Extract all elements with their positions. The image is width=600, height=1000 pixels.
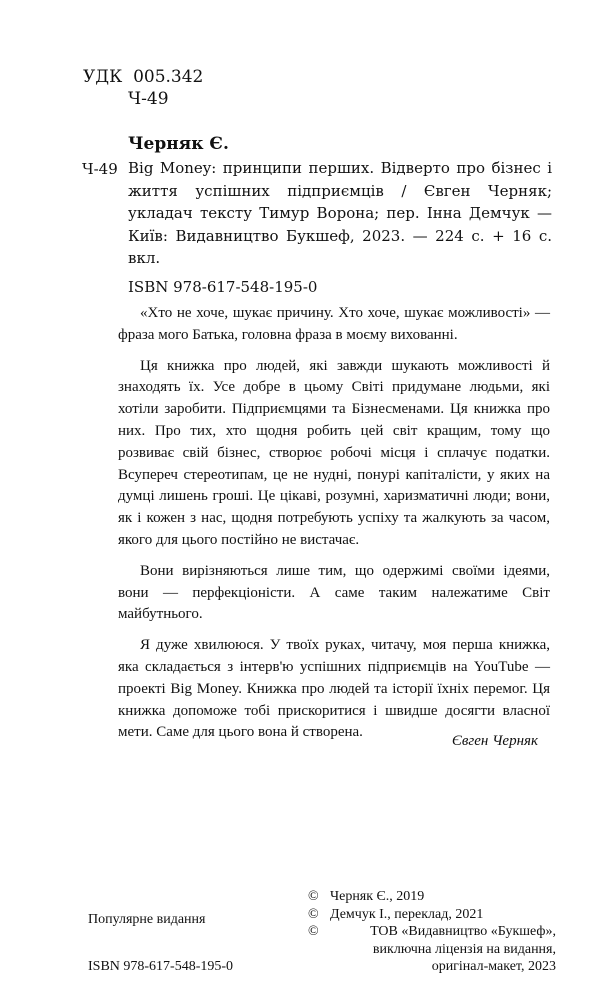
copyright-text: Черняк Є., 2019 bbox=[330, 889, 425, 904]
author-heading: Черняк Є. bbox=[128, 134, 229, 154]
copyright-text: Демчук І., переклад, 2021 bbox=[330, 906, 484, 922]
copyright-icon: © bbox=[308, 924, 319, 939]
isbn-footer: ISBN 978-617-548-195-0 bbox=[88, 959, 234, 974]
annotation-paragraph: Вони вирізняються лише тим, що одержимі своїми ідеями, вони — перфекціоністи. А саме таким належатиме Світ майбутнього. bbox=[118, 562, 550, 623]
copyright-icon: © bbox=[308, 889, 319, 904]
copyright-item bbox=[308, 923, 556, 976]
udk-number: 005.342 bbox=[133, 67, 204, 87]
author-signature: Євген Черняк bbox=[451, 733, 538, 749]
copyright-block bbox=[308, 888, 556, 976]
copyright-item bbox=[308, 888, 556, 906]
udk-label: УДК bbox=[83, 67, 123, 87]
copyright-icon: © bbox=[308, 906, 319, 922]
copyright-item bbox=[308, 906, 556, 924]
annotation bbox=[118, 303, 550, 744]
bibliographic-description: Big Money: принципи перших. Відверто про бізнес і життя успішних підприємців / Євген Черняк; укладач тексту Тимур Ворона; пер. Інна Демчук — Київ: Видавництво Букшеф, 2023. — 224 с. + 16 с. вкл. bbox=[128, 159, 552, 267]
isbn-catalog: ISBN 978-617-548-195-0 bbox=[128, 278, 318, 296]
annotation-paragraph: Ця книжка про людей, які завжди шукають можливості й знаходять їх. Усе добре в цьому Світі придумане людьми, які хотіли заробити. Підприємцями та Бізнесменами. Ця книжка про них. Про тих, хто щодня робить цей світ кращим, тому що розвиває свій бізнес, створює робочі місця і сплачує податки. Всупереч стереотипам, це не нудні, понурі капіталісти, у яких на думці лишень гроші. Це цікаві, розумні, харизматичні люди; вони, як і кожен з нас, щодня потребують успіху та жалкують за часом, якого для цього постійно не вистачає. bbox=[118, 357, 550, 548]
annotation-paragraph: Я дуже хвилююся. У твоїх руках, читачу, моя перша книжка, яка складається з інтерв'ю успішних підприємців на YouTube — проекті Big Money. Книжка про людей та історії їхніх перемог. Ця книжка допоможе тобі прискоритися і швидше досягти власної мети. Саме для цього вона й створена. bbox=[118, 637, 550, 741]
shelf-code: Ч-49 bbox=[82, 160, 118, 178]
copyright-text: ТОВ «Видавництво «Букшеф», виключна ліцензія на видання, оригінал-макет, 2023 bbox=[370, 924, 556, 974]
author-code: Ч-49 bbox=[128, 89, 169, 109]
udk-line bbox=[83, 66, 203, 88]
annotation-paragraph: «Хто не хоче, шукає причину. Хто хоче, шукає можливості» — фраза мого Батька, головна фраза в моєму вихованні. bbox=[118, 305, 550, 343]
edition-type: Популярне видання bbox=[88, 912, 206, 927]
